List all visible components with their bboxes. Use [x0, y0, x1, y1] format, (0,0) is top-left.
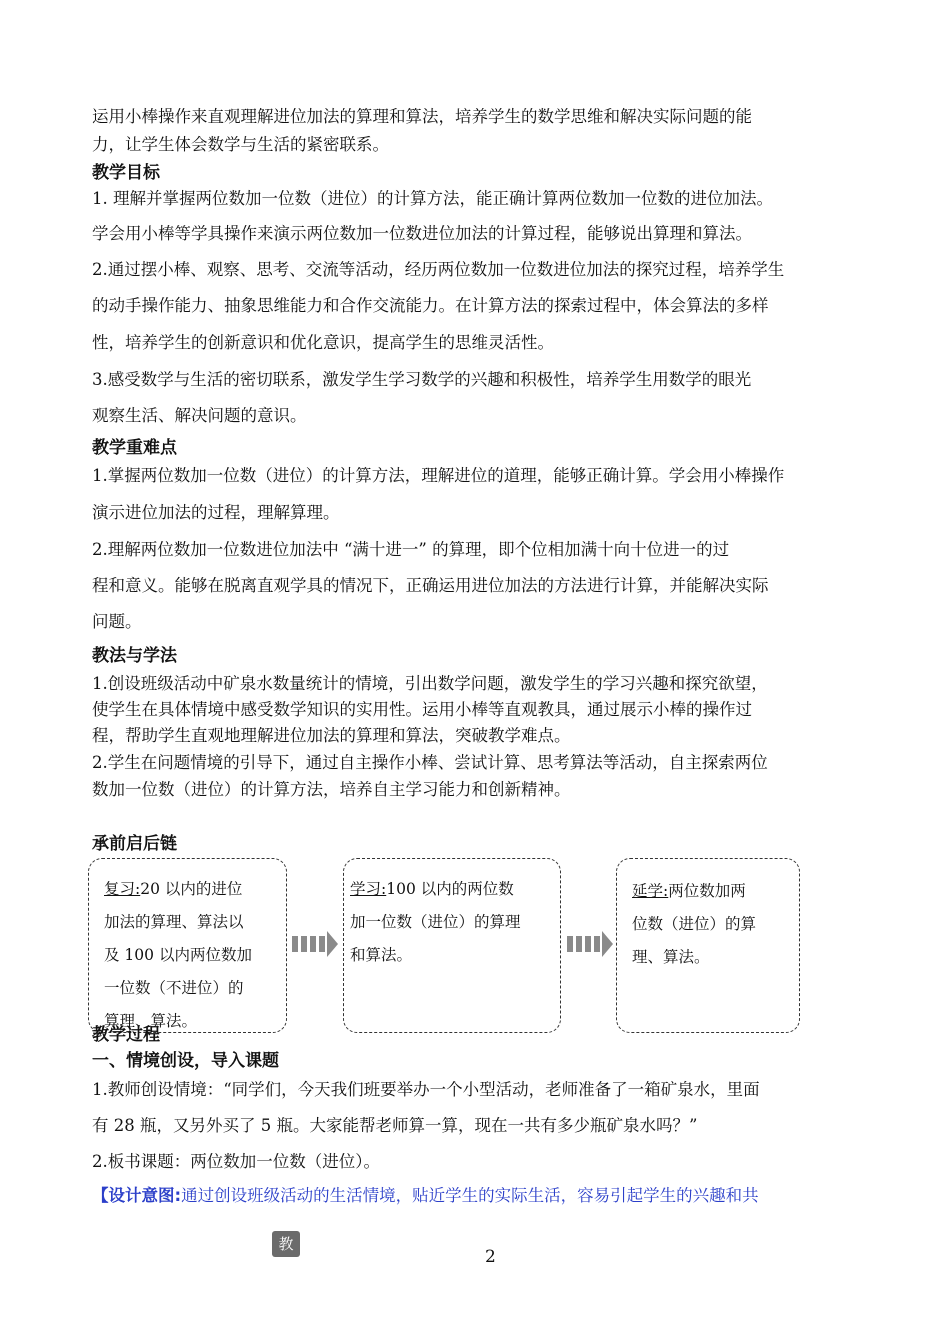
objectives-heading: 教学目标	[92, 163, 160, 183]
method-line: 程，帮助学生直观地理解进位加法的算理和算法，突破教学难点。	[92, 726, 571, 745]
design-intent-text: 通过创设班级活动的生活情境，贴近学生的实际生活，容易引起学生的兴趣和共	[181, 1186, 759, 1205]
objective-line: 1. 理解并掌握两位数加一位数（进位）的计算方法，能正确计算两位数加一位数的进位加法。	[92, 189, 773, 208]
key-point-line: 程和意义。能够在脱离直观学具的情况下，正确运用进位加法的方法进行计算，并能解决实际	[92, 576, 769, 595]
review-text	[104, 873, 288, 1038]
arrow-right-icon	[290, 929, 340, 959]
learn-line: 和算法。	[350, 946, 413, 964]
intro-line-1: 运用小棒操作来直观理解进位加法的算理和算法，培养学生的数学思维和解决实际问题的能	[92, 107, 752, 126]
intro-line-2: 力，让学生体会数学与生活的紧密联系。	[92, 135, 389, 154]
process-section-1: 一、情境创设，导入课题	[92, 1051, 279, 1071]
design-intent-label: 【设计意图:	[92, 1186, 182, 1205]
key-point-line: 演示进位加法的过程，理解算理。	[92, 503, 340, 522]
extend-line: 两位数加两	[668, 882, 746, 900]
extend-line: 理、算法。	[632, 948, 710, 966]
review-line: 加法的算理、算法以	[104, 913, 244, 931]
methods-heading: 教法与学法	[92, 646, 177, 666]
review-line: 算理、算法。	[104, 1012, 198, 1030]
logo: 教	[272, 1231, 300, 1257]
process-line: 1.教师创设情境：“同学们，今天我们班要举办一个小型活动，老师准备了一箱矿泉水，里面	[92, 1080, 760, 1099]
review-line: 一位数（不进位）的	[104, 979, 244, 997]
learn-line: 加一位数（进位）的算理	[350, 913, 521, 931]
extend-text	[632, 875, 797, 974]
review-label: 复习:	[104, 880, 141, 898]
process-line: 2.板书课题：两位数加一位数（进位）。	[92, 1152, 380, 1171]
extend-line: 位数（进位）的算	[632, 915, 757, 933]
chain-heading: 承前启后链	[92, 834, 177, 854]
method-line: 数加一位数（进位）的计算方法，培养自主学习能力和创新精神。	[92, 780, 571, 799]
review-line: 及 100 以内两位数加	[104, 946, 252, 964]
design-intent	[92, 1182, 759, 1206]
extend-label: 延学:	[632, 882, 669, 900]
objective-line: 3.感受数学与生活的密切联系，激发学生学习数学的兴趣和积极性，培养学生用数学的眼光	[92, 370, 752, 389]
learn-label: 学习:	[350, 880, 387, 898]
page-number: 2	[485, 1247, 496, 1267]
learn-text	[350, 873, 560, 972]
arrow-right-icon	[565, 929, 615, 959]
key-points-heading: 教学重难点	[92, 438, 177, 458]
process-line: 有 28 瓶，又另外买了 5 瓶。大家能帮老师算一算，现在一共有多少瓶矿泉水吗？”	[92, 1116, 698, 1135]
key-point-line: 2.理解两位数加一位数进位加法中 “满十进一” 的算理，即个位相加满十向十位进一的过	[92, 540, 730, 559]
objective-line: 观察生活、解决问题的意识。	[92, 406, 307, 425]
process-heading: 教学过程	[92, 1025, 160, 1045]
key-point-line: 问题。	[92, 612, 142, 631]
objective-line: 性，培养学生的创新意识和优化意识，提高学生的思维灵活性。	[92, 333, 554, 352]
method-line: 2.学生在问题情境的引导下，通过自主操作小棒、尝试计算、思考算法等活动，自主探索两位	[92, 753, 768, 772]
learn-line: 100 以内的两位数	[386, 880, 514, 898]
objective-line: 学会用小棒等学具操作来演示两位数加一位数进位加法的计算过程，能够说出算理和算法。	[92, 224, 752, 243]
objective-line: 的动手操作能力、抽象思维能力和合作交流能力。在计算方法的探索过程中，体会算法的多样	[92, 296, 769, 315]
objective-line: 2.通过摆小棒、观察、思考、交流等活动，经历两位数加一位数进位加法的探究过程，培养学生	[92, 260, 785, 279]
key-point-line: 1.掌握两位数加一位数（进位）的计算方法，理解进位的道理，能够正确计算。学会用小棒操作	[92, 466, 785, 485]
method-line: 使学生在具体情境中感受数学知识的实用性。运用小棒等直观教具，通过展示小棒的操作过	[92, 700, 752, 719]
review-line: 20 以内的进位	[140, 880, 243, 898]
method-line: 1.创设班级活动中矿泉水数量统计的情境，引出数学问题，激发学生的学习兴趣和探究欲望，	[92, 674, 768, 693]
